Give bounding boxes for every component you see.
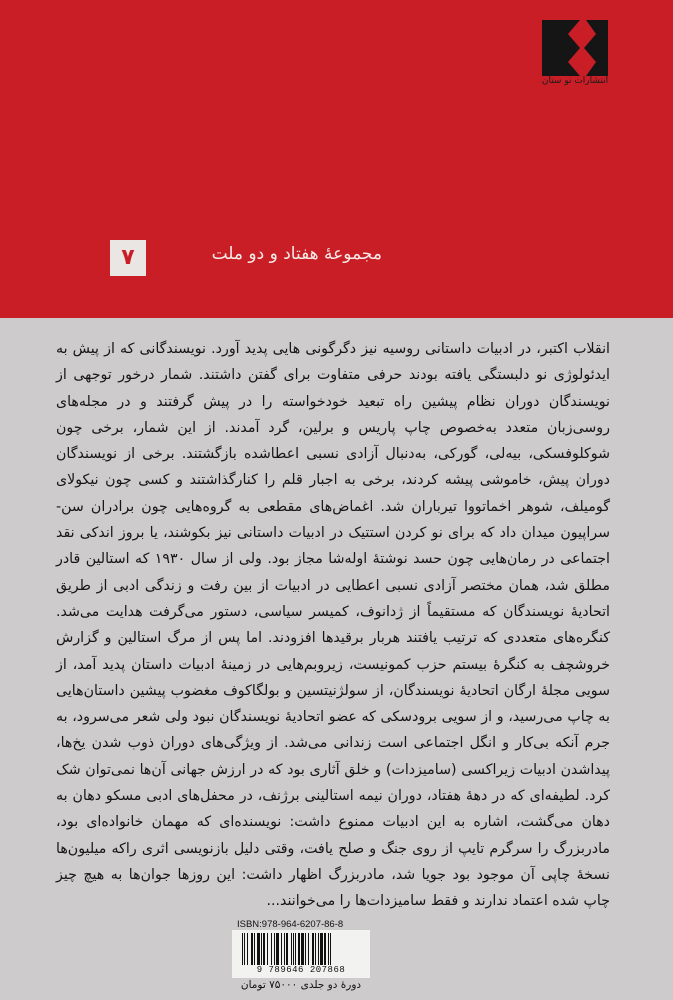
back-cover-blurb	[56, 336, 610, 915]
barcode	[232, 930, 370, 978]
price-label: دورهٔ دو جلدی ۷۵۰۰۰ تومان	[240, 979, 362, 991]
isbn-label: ISBN:978-964-6207-86-8	[237, 919, 344, 930]
blurb-paragraph: انقلاب اکتبر، در ادبیات داستانی روسیه نیز دگرگونی هایی پدید آورد. نویسندگانی که از پیش به ایدئولوژی نو دلبستگی یافته بودند حرفی متفاوت برای گفتن داشتند. شمار درخور توجهی از نویسندگان دوران نظام پیشین راه تبعید خودخواسته را در پیش گرفتند و در مجله‌های روسی‌زبان متعدد به‌خصوص چاپ پاریس و برلین، گرد آمدند. از این شمار، برخی چون شوکلوفسکی، بیه‌لی، گورکی، به‌دنبال آزادی نسبی اعطاشده بازگشتند. برخی از نویسندگان دوران پیش، خاموشی پیشه کردند، برخی به اجبار قلم را کنارگذاشتند و کسی چون نیکولای گومیلف، شوهر اخماتووا تیرباران شد. اغماض‌های مقطعی به گروه‌هایی چون برادران سن-سراپیون میدان داد که برای نو کردن استتیک در ادبیات داستانی نیز بکوشند، یا بروز اندکی نقد اجتماعی در رمان‌هایی چون حسد نوشتهٔ اوله‌شا مجاز بود. ولی از سال ۱۹۳۰ که استالین قادر مطلق شد، همان مختصر آزادی نسبی اعطایی در ادبیات از بین رفت و زندگی ادبی از طریق اتحادیهٔ نویسندگان که مستقیماً از ژدانوف، کمیسر سیاسی، دستور می‌گرفت هدایت می‌شد. کنگره‌های متعددی که ترتیب یافتند هربار برقیدها افزودند. اما پس از مرگ استالین و گزارش خروشچف به کنگرهٔ بیستم حزب کمونیست، زیروبم‌هایی در زمینهٔ ادبیات داستان پدید آمد، از سویی مجلهٔ ارگان اتحادیهٔ نویسندگان، از سولژنیتسین و بولگاکوف مغضوب پیشین داستان‌هایی به چاپ می‌رسید، و از سویی برودسکی که عضو اتحادیهٔ نویسندگان نبود ولی شعر می‌سرود، به جرم آنکه بی‌کار و انگل اجتماعی است زندانی می‌شد. از ویژگی‌های دوران ذوب شدن یخ‌ها، پیداشدن ادبیات زیراکسی (ساميزدات) و خلق آثاری بود که در ارزش جهانی آن‌ها نمی‌توان شک کرد. لطیفه‌ای که در دههٔ هفتاد، دوران نیمه استالینی برژنف، در محفل‌های ادبی مسکو دهان به دهان می‌گشت، اشاره به این ادبیات ممنوع داشت: نویسنده‌ای که مهمان خانواده‌ای بود، مادربزرگ را سرگرم تایپ از روی جنگ و صلح یافت، وقتی دلیل بازنویسی اثری راکه میلیون‌ها نسخهٔ چاپی آن موجود بود جویا شد، مادربزرگ اظهار داشت: این روزها جوان‌ها به هیچ چیز چاپ شده اعتماد ندارند و فقط ساميزدات‌ها را می‌خوانند...	[56, 341, 610, 910]
publisher-name: انتشارات نو ستان	[541, 76, 609, 86]
series-number-badge: ۷	[110, 240, 146, 276]
series-title: مجموعهٔ هفتاد و دو ملت	[211, 244, 382, 264]
series-header	[0, 238, 673, 278]
barcode-digits: 9 789646 207868	[256, 965, 346, 975]
barcode-bars	[240, 933, 362, 965]
